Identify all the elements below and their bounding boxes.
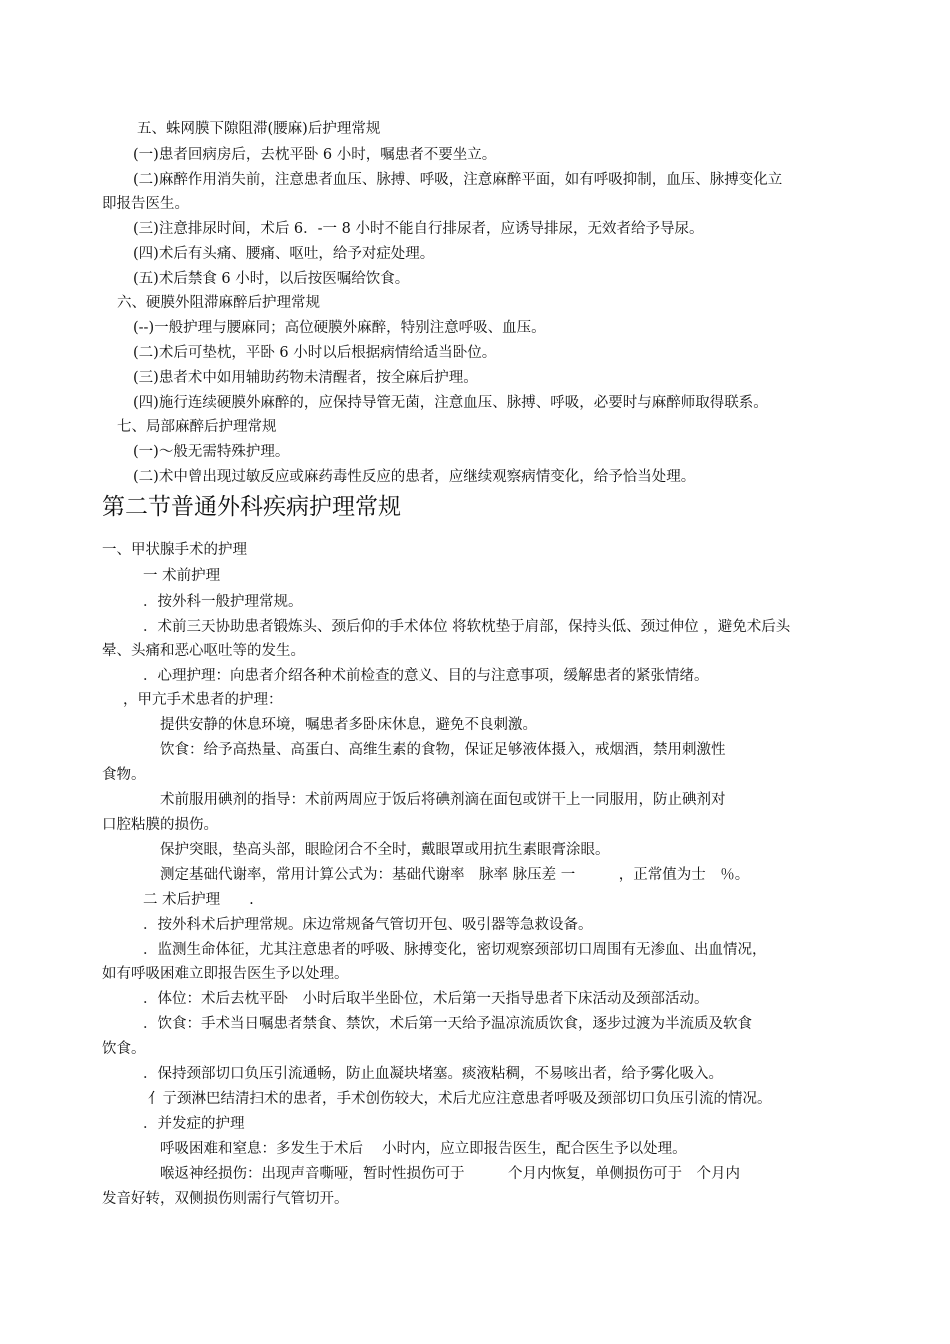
text-line: ．按外科术后护理常规。床边常规备气管切开包、吸引器等急救设备。: [143, 917, 593, 933]
text-line: (四)术后有头痛、腰痛、呕吐，给予对症处理。: [133, 246, 435, 262]
text-line: (一)患者回病房后，去枕平卧 6 小时，嘱患者不要坐立。: [133, 147, 497, 163]
text-line: (一)～般无需特殊护理。: [133, 444, 290, 460]
text-line: ．保持颈部切口负压引流通畅，防止血凝块堵塞。痰液粘稠，不易咳出者，给予雾化吸入。: [143, 1066, 723, 1082]
text-line: (--)一般护理与腰麻同；高位硬膜外麻醉，特别注意呼吸、血压。: [133, 320, 546, 336]
section-heading-6: 六、硬膜外阻滞麻醉后护理常规: [117, 295, 320, 311]
sub-heading-preop: 一 术前护理: [143, 568, 221, 584]
text-line: 提供安静的休息环境，嘱患者多卧床休息，避免不良刺激。: [160, 717, 537, 733]
text-line: 食物。: [102, 767, 146, 783]
text-line: ．术前三天协助患者锻炼头、颈后仰的手术体位 将软枕垫于肩部，保持头低、颈过伸位 ，避免术后头: [143, 619, 791, 635]
text-line: ．体位：术后去枕平卧 小时后取半坐卧位，术后第一天指导患者下床活动及颈部活动。: [143, 991, 709, 1007]
text-line: ．监测生命体征，尤其注意患者的呼吸、脉搏变化，密切观察颈部切口周围有无渗血、出血情况，: [143, 942, 767, 958]
text-line: 口腔粘膜的损伤。: [102, 817, 218, 833]
chapter-section-title: 第二节普通外科疾病护理常规: [102, 494, 401, 520]
section-heading-7: 七、局部麻醉后护理常规: [117, 419, 277, 435]
text-line: (二)麻醉作用消失前，注意患者血压、脉搏、呼吸，注意麻醉平面，如有呼吸抑制，血压、脉搏变化立: [133, 172, 783, 188]
text-line: 发音好转，双侧损伤则需行气管切开。: [102, 1191, 349, 1207]
text-line: 饮食：给予高热量、高蛋白、高维生素的食物，保证足够液体摄入，戒烟酒，禁用刺激性: [160, 742, 726, 758]
subsection-heading: 一、甲状腺手术的护理: [102, 542, 247, 558]
text-line: (四)施行连续硬膜外麻醉的，应保持导管无菌，注意血压、脉搏、呼吸，必要时与麻醉师取得联系。: [133, 395, 768, 411]
text-line: ．按外科一般护理常规。: [143, 594, 303, 610]
text-line: 术前服用碘剂的指导：术前两周应于饭后将碘剂滴在面包或饼干上一同服用，防止碘剂对: [160, 792, 726, 808]
text-line: (五)术后禁食 6 小时，以后按医嘱给饮食。: [133, 271, 410, 287]
text-line: 测定基础代谢率，常用计算公式为：基础代谢率 脉率 脉压差 一 ，正常值为士 ％。: [160, 867, 750, 883]
text-line: 饮食。: [102, 1041, 146, 1057]
text-line: 保护突眼，垫高头部，眼睑闭合不全时，戴眼罩或用抗生素眼膏涂眼。: [160, 842, 610, 858]
text-line: 晕、头痛和恶心呕吐等的发生。: [102, 643, 305, 659]
text-line: 亻亍颈淋巴结清扫术的患者，手术创伤较大，术后尤应注意患者呼吸及颈部切口负压引流的情况。: [148, 1091, 772, 1107]
text-line: (三)患者术中如用辅助药物未清醒者，按全麻后护理。: [133, 370, 478, 386]
text-line: 即报告医生。: [102, 196, 189, 212]
sub-heading-postop: 二 术后护理 .: [143, 892, 254, 908]
text-line: (三)注意排尿时间，术后 6．-一 8 小时不能自行排尿者，应诱导排尿，无效者给予导尿。: [133, 221, 704, 237]
text-line: ．饮食：手术当日嘱患者禁食、禁饮，术后第一天给予温凉流质饮食，逐步过渡为半流质及软食: [143, 1016, 752, 1032]
text-line: (二)术中曾出现过敏反应或麻药毒性反应的患者，应继续观察病情变化，给予恰当处理。: [133, 469, 696, 485]
text-line: ．心理护理：向患者介绍各种术前检查的意义、目的与注意事项，缓解患者的紧张情绪。: [143, 668, 709, 684]
text-line: ，甲亢手术患者的护理：: [123, 692, 283, 708]
section-heading-5: 五、蛛网膜下隙阻滞(腰麻)后护理常规: [137, 121, 381, 137]
text-line: 喉返神经损伤：出现声音嘶哑，暂时性损伤可于 个月内恢复，单侧损伤可于 个月内: [160, 1166, 740, 1182]
text-line: (二)术后可垫枕，平卧 6 小时以后根据病情给适当卧位。: [133, 345, 497, 361]
text-line: 呼吸困难和窒息：多发生于术后 小时内，应立即报告医生，配合医生予以处理。: [160, 1141, 687, 1157]
text-line: ．并发症的护理: [143, 1116, 245, 1132]
text-line: 如有呼吸困难立即报告医生予以处理。: [102, 966, 349, 982]
